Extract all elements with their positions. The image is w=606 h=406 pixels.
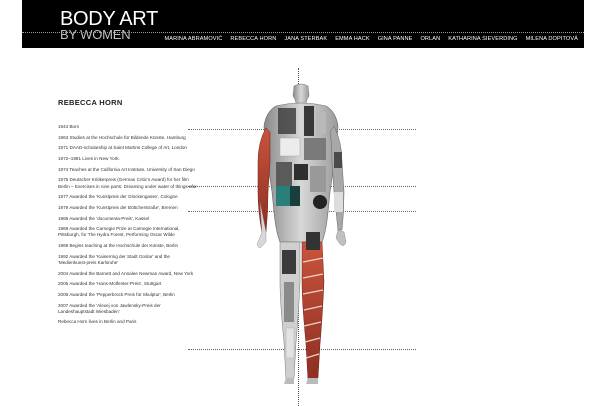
- timeline-item: 1975 Deutscher Kritikerpreis (German Critic's Award) for her film Berlin – Exercises in nine parts: Dreaming under water of things afar: [58, 177, 197, 189]
- timeline-item: 1974 Teaches at the California Art Institute, University of San Diego: [58, 166, 195, 172]
- artist-name-heading: REBECCA HORN: [58, 98, 123, 107]
- timeline-item: 1963 Studies at the Hochschule für Bildende Künste, Hamburg: [58, 134, 186, 140]
- timeline-item: 2005 Awarded the 'Hans-Molfenter-Preis', Stuttgart: [58, 281, 162, 287]
- nav-item-rebecca-horn[interactable]: REBECCA HORN: [230, 36, 277, 42]
- nav-item-orlan[interactable]: ORLAN: [420, 36, 441, 42]
- site-header: [22, 0, 584, 48]
- biography-timeline: [58, 124, 198, 330]
- timeline-item: Rebecca Horn lives in Berlin and Paris: [58, 319, 137, 325]
- logo-title[interactable]: BODY ART: [60, 8, 159, 30]
- nav-item-emma-hack[interactable]: EMMA HACK: [335, 36, 370, 42]
- nav-item-jana-sterbak[interactable]: JANA STERBAK: [284, 36, 328, 42]
- timeline-item: 1971 DAAD-scholarship at Saint Martins College of Art, London: [58, 145, 187, 151]
- mannequin-figure[interactable]: [246, 82, 356, 386]
- header-divider: [22, 32, 584, 33]
- artist-nav: [165, 36, 578, 42]
- timeline-item: 1986 Awarded the 'documenta-Preis', Kassel: [58, 215, 150, 221]
- logo-subtitle: BY WOMEN: [60, 27, 131, 42]
- timeline-item: 1992 Awarded the 'Kaiserring der Stadt Goslar' and the 'Medienkunst-preis Karlsruhe': [58, 253, 170, 265]
- timeline-item: 2006 Awarded the 'Pepperbrock Preis für Skulptur', Berlin: [58, 291, 175, 297]
- timeline-item: 2007 Awarded the 'Alexej von Jawlensky-Preis der Landeshauptstadt Wiesbaden': [58, 302, 161, 314]
- timeline-item: 1979 Awarded the 'Kunstpreis der Böttcherstraße', Bremen: [58, 204, 178, 210]
- mannequin-collage-image: [246, 82, 356, 386]
- nav-item-gina-panne[interactable]: GINA PANNE: [377, 36, 413, 42]
- nav-item-milena-dopitova[interactable]: MILENA DOPITOVÁ: [525, 36, 578, 42]
- timeline-item: 2004 Awarded the Barnett and Annalee Newman Award, New York: [58, 270, 194, 276]
- timeline-item: 1944 Born: [58, 124, 80, 129]
- timeline-item: 1989 Begins teaching at the Hochschule der Künste, Berlin: [58, 243, 179, 249]
- nav-item-katharina-sieverding[interactable]: KATHARINA SIEVERDING: [448, 36, 518, 42]
- nav-item-marina-abramovic[interactable]: MARINA ABRAMOVIĆ: [164, 36, 223, 42]
- timeline-item: 1988 Awarded the Carnegie Prize at Carnegie International, Pittsburgh, for The Hydra Forest, Performing Oscar Wilde: [58, 226, 180, 238]
- timeline-item: 1972–1981 Lives in New York.: [58, 156, 120, 162]
- timeline-item: 1977 Awarded the 'Kunstpreis der Glockengasse', Cologne: [58, 194, 178, 200]
